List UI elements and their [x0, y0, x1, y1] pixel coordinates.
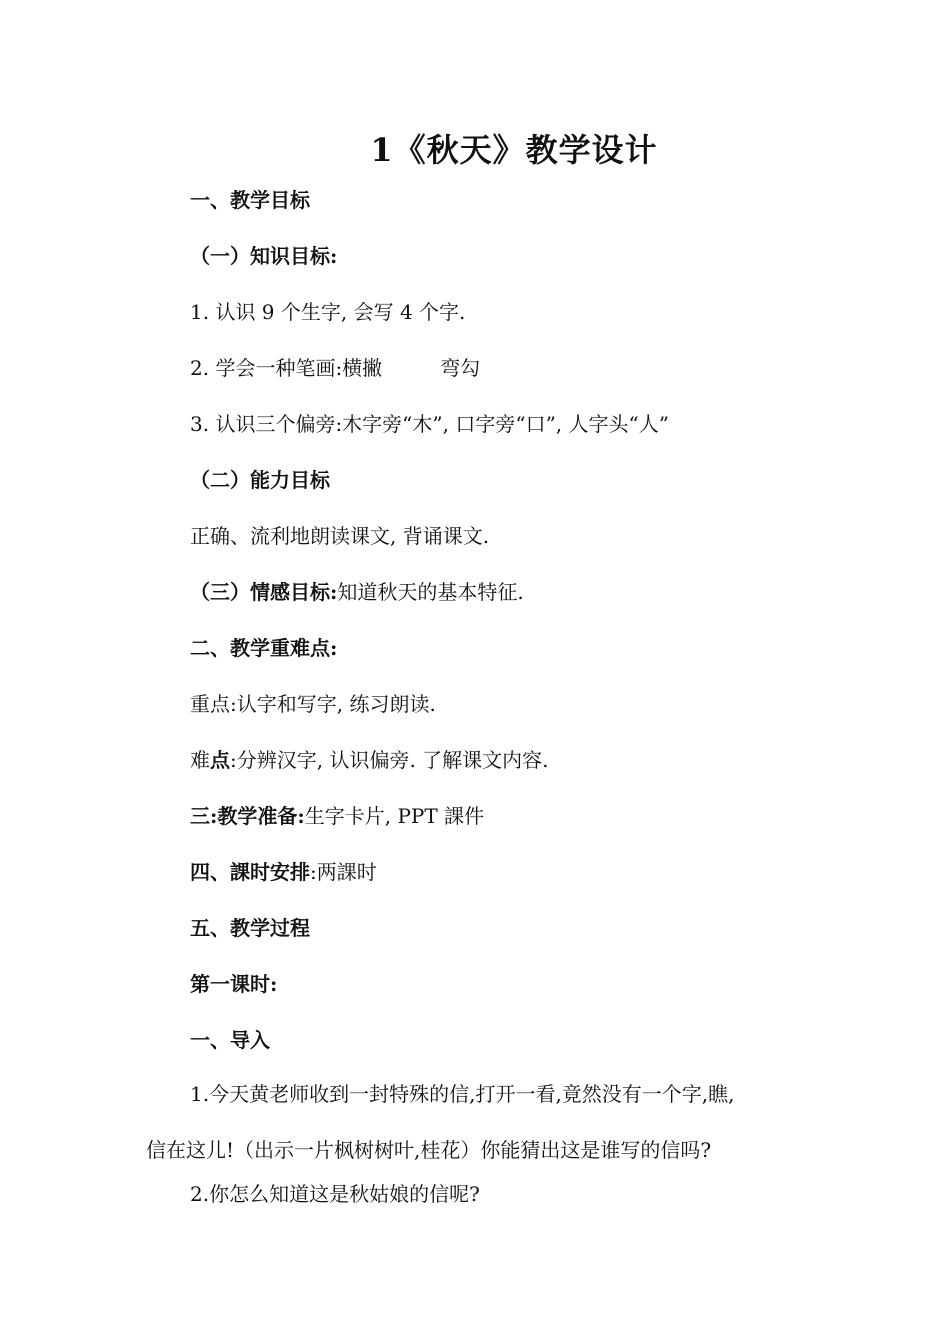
intro-paragraph-2-text: 2.你怎么知道这是秋姑娘的信呢? [190, 1182, 480, 1206]
lesson-1-heading: 第一课时: [190, 972, 278, 996]
intro-paragraph-2 [146, 1180, 816, 1208]
difficulty-text: :分辨汉字, 认识偏旁. 了解课文内容. [230, 748, 549, 772]
subheading-knowledge-goals: （一）知识目标: [190, 244, 338, 268]
schedule-line [190, 858, 377, 886]
section-heading-process: 五、教学过程 [190, 916, 310, 940]
emotion-goals-line [190, 578, 524, 606]
knowledge-item-3: 3. 认识三个偏旁:木字旁“木”, 口字旁“口”, 人字头“人” [190, 412, 669, 436]
difficulty-line [190, 746, 549, 774]
preparation-text: 生字卡片, PPT 課件 [304, 804, 485, 828]
section-heading-key-difficult: 二、教学重难点: [190, 636, 338, 660]
difficulty-label-prefix: 难 [190, 748, 210, 772]
ability-text: 正确、流利地朗读课文, 背诵课文. [190, 524, 490, 548]
intro-heading: 一、导入 [190, 1028, 270, 1052]
knowledge-item-2-prefix: 2. 学会一种笔画:横撇 [190, 356, 383, 380]
section-heading-schedule: 四、課时安排 [190, 860, 310, 884]
document-title: 1《秋天》教学设计 [370, 131, 658, 169]
knowledge-item-2 [190, 354, 480, 382]
subheading-ability-goals: （二）能力目标 [190, 468, 330, 492]
preparation-line [190, 802, 484, 830]
knowledge-item-2-suffix: 弯勾 [440, 356, 481, 380]
knowledge-item-1: 1. 认识 9 个生字, 会写 4 个字. [190, 300, 466, 324]
schedule-text: :两課时 [310, 860, 377, 884]
intro-paragraph-1 [146, 1080, 816, 1164]
section-heading-preparation: 三:教学准备: [190, 804, 305, 828]
subheading-emotion-goals: （三）情感目标: [190, 580, 338, 604]
key-point-text: 重点:认字和写字, 练习朗读. [190, 692, 436, 716]
emotion-text: 知道秋天的基本特征. [337, 580, 524, 604]
difficulty-label-bold: 点 [210, 748, 230, 772]
section-heading-goals: 一、教学目标 [190, 188, 310, 212]
intro-paragraph-1-line-2: 信在这儿!（出示一片枫树树叶,桂花）你能猜出这是谁写的信吗? [146, 1138, 712, 1162]
intro-paragraph-1-line-1: 1.今天黄老师收到一封特殊的信,打开一看,竟然没有一个字,瞧, [190, 1082, 735, 1106]
